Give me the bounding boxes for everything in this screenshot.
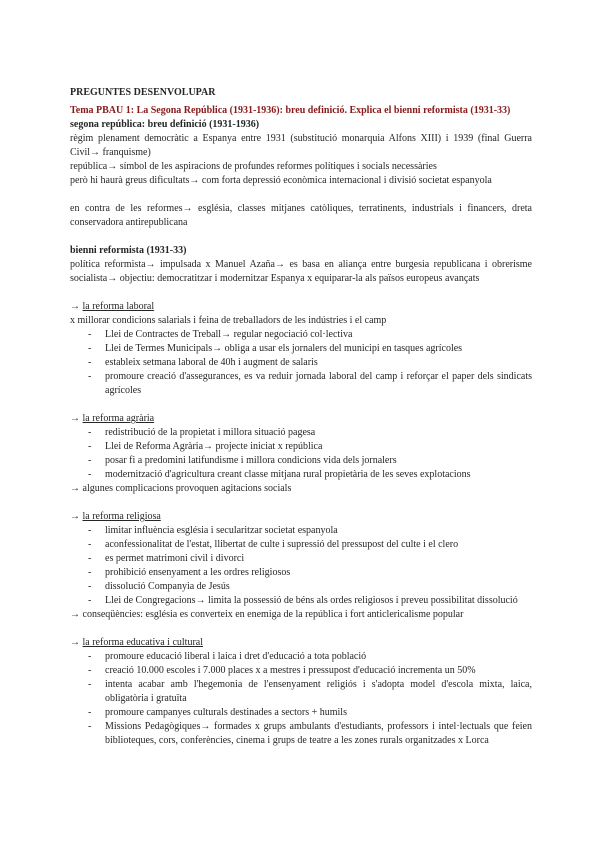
bullet-item-text: Llei de Termes Municipals→ obliga a usar els jornalers del municipi en tasques agrícoles xyxy=(105,343,463,354)
bold-heading: segona república: breu definició (1931-1936) xyxy=(70,119,260,130)
bullet-item xyxy=(70,650,532,664)
bullet-item-text: promoure campanyes culturals destinades a sectors + humils xyxy=(105,707,347,718)
bullet-item-text: prohibició ensenyament a les ordres religiosos xyxy=(105,567,291,578)
bullet-item xyxy=(70,370,532,398)
bullet-marker: - xyxy=(88,343,92,354)
blank-line xyxy=(70,398,532,412)
bullet-item-text: posar fi a predomini latifundisme i millora condicions vida dels jornalers xyxy=(105,455,397,466)
paragraph: règim plenament democràtic a Espanya entre 1931 (substitució monarquia Alfons XIII) i 1939 (final Guerra Civil→ franquisme) xyxy=(70,133,532,158)
section-heading-label: la reforma educativa i cultural xyxy=(82,637,203,648)
bullet-item xyxy=(70,454,532,468)
paragraph: x millorar condicions salarials i feina de treballadors de les indústries i el camp xyxy=(70,315,387,326)
bullet-marker: - xyxy=(88,721,92,732)
bullet-item-text: promoure educació liberal i laica i dret d'educació a tota població xyxy=(105,651,367,662)
bullet-item-text: redistribució de la propietat i millora situació pagesa xyxy=(105,427,316,438)
bullet-item xyxy=(70,580,532,594)
bullet-item xyxy=(70,426,532,440)
bullet-list xyxy=(70,650,532,748)
arrow-glyph: → xyxy=(70,301,80,312)
bullet-item xyxy=(70,678,532,706)
doc-title: PREGUNTES DESENVOLUPAR xyxy=(70,87,216,98)
section-heading-label: la reforma religiosa xyxy=(82,511,161,522)
bullet-item xyxy=(70,356,532,370)
bullet-marker: - xyxy=(88,441,92,452)
paragraph: → algunes complicacions provoquen agitacions socials xyxy=(70,483,292,494)
arrow-glyph: → xyxy=(70,511,80,522)
bullet-list xyxy=(70,328,532,398)
paragraph: → conseqüències: església es converteix en enemiga de la república i fort anticlericalisme popular xyxy=(70,609,464,620)
bullet-marker: - xyxy=(88,455,92,466)
bullet-item xyxy=(70,538,532,552)
bullet-marker: - xyxy=(88,525,92,536)
bullet-marker: - xyxy=(88,595,92,606)
bullet-marker: - xyxy=(88,357,92,368)
bullet-list xyxy=(70,524,532,608)
bullet-item-text: estableix setmana laboral de 40h i augment de salaris xyxy=(105,357,318,368)
section-heading-label: la reforma agrària xyxy=(82,413,155,424)
bullet-item xyxy=(70,706,532,720)
bullet-marker: - xyxy=(88,651,92,662)
bullet-item-text: creació 10.000 escoles i 7.000 places x a mestres i pressupost d'educació incrementa un 50% xyxy=(105,665,476,676)
topic-heading: Tema PBAU 1: La Segona República (1931-1936): breu definició. Explica el bienni reformista (1931-33) xyxy=(70,105,511,116)
bullet-item xyxy=(70,566,532,580)
bullet-marker: - xyxy=(88,469,92,480)
bullet-marker: - xyxy=(88,707,92,718)
bullet-marker: - xyxy=(88,665,92,676)
bullet-marker: - xyxy=(88,539,92,550)
bullet-marker: - xyxy=(88,581,92,592)
bullet-item-text: dissolució Companyia de Jesús xyxy=(105,581,230,592)
section-heading xyxy=(70,510,532,524)
arrow-glyph: → xyxy=(70,413,80,424)
bullet-item-text: limitar influència església i secularitzar societat espanyola xyxy=(105,525,338,536)
bullet-item-text: intenta acabar amb l'hegemonia de l'ensenyament religiós i s'adopta model d'escola mixta, laica, obligatòria i gratuïta xyxy=(105,679,532,704)
paragraph: política reformista→ impulsada x Manuel Azaña→ es basa en aliança entre burgesia republicana i obrerisme socialista→ objectiu: democratitzar i modernitzar Espanya x equiparar-la als països europeus avançats xyxy=(70,259,532,284)
bullet-item xyxy=(70,664,532,678)
bullet-list xyxy=(70,426,532,482)
bullet-item-text: aconfessionalitat de l'estat, llibertat de culte i supressió del pressupost del culte i el clero xyxy=(105,539,459,550)
bullet-marker: - xyxy=(88,329,92,340)
bullet-item xyxy=(70,440,532,454)
blank-line xyxy=(70,188,532,202)
paragraph: república→ símbol de les aspiracions de profundes reformes polítiques i socials necessàries xyxy=(70,161,437,172)
bullet-marker: - xyxy=(88,371,92,382)
section-heading xyxy=(70,636,532,650)
bullet-marker: - xyxy=(88,567,92,578)
paragraph: però hi haurà greus dificultats→ com forta depressió econòmica internacional i divisió societat espanyola xyxy=(70,175,492,186)
bullet-item xyxy=(70,342,532,356)
blank-line xyxy=(70,286,532,300)
bullet-item-text: modernització d'agricultura creant classe mitjana rural propietària de les seves explotacions xyxy=(105,469,471,480)
bullet-item-text: Llei de Reforma Agrària→ projecte iniciat x república xyxy=(105,441,323,452)
section-heading xyxy=(70,412,532,426)
bullet-item xyxy=(70,468,532,482)
blank-line xyxy=(70,230,532,244)
bullet-item-text: Llei de Congregacions→ limita la possessió de béns als ordes religiosos i preveu possibilitat dissolució xyxy=(105,595,518,606)
paragraph: en contra de les reformes→ església, classes mitjanes catòliques, terratinents, industrials i financers, dreta conservadora antirepublicana xyxy=(70,203,532,228)
bullet-item xyxy=(70,594,532,608)
bullet-item-text: promoure creació d'assegurances, es va reduir jornada laboral del camp i reforçar el paper dels sindicats agrícoles xyxy=(105,371,532,396)
bullet-item-text: Llei de Contractes de Treball→ regular negociació col·lectiva xyxy=(105,329,353,340)
bold-heading: bienni reformista (1931-33) xyxy=(70,245,187,256)
section-heading-label: la reforma laboral xyxy=(82,301,155,312)
bullet-marker: - xyxy=(88,553,92,564)
blank-line xyxy=(70,622,532,636)
arrow-glyph: → xyxy=(70,637,80,648)
bullet-marker: - xyxy=(88,427,92,438)
bullet-marker: - xyxy=(88,679,92,690)
bullet-item xyxy=(70,524,532,538)
bullet-item-text: es permet matrimoni civil i divorci xyxy=(105,553,245,564)
blank-line xyxy=(70,496,532,510)
bullet-item-text: Missions Pedagògiques→ formades x grups ambulants d'estudiants, professors i intel·lectuals que feien biblioteques, cors, conferències, cinema i grups de teatre a les zones rurals organitzades x Lorca xyxy=(105,721,532,746)
bullet-item xyxy=(70,720,532,748)
bullet-item xyxy=(70,328,532,342)
bullet-item xyxy=(70,552,532,566)
section-heading xyxy=(70,300,532,314)
